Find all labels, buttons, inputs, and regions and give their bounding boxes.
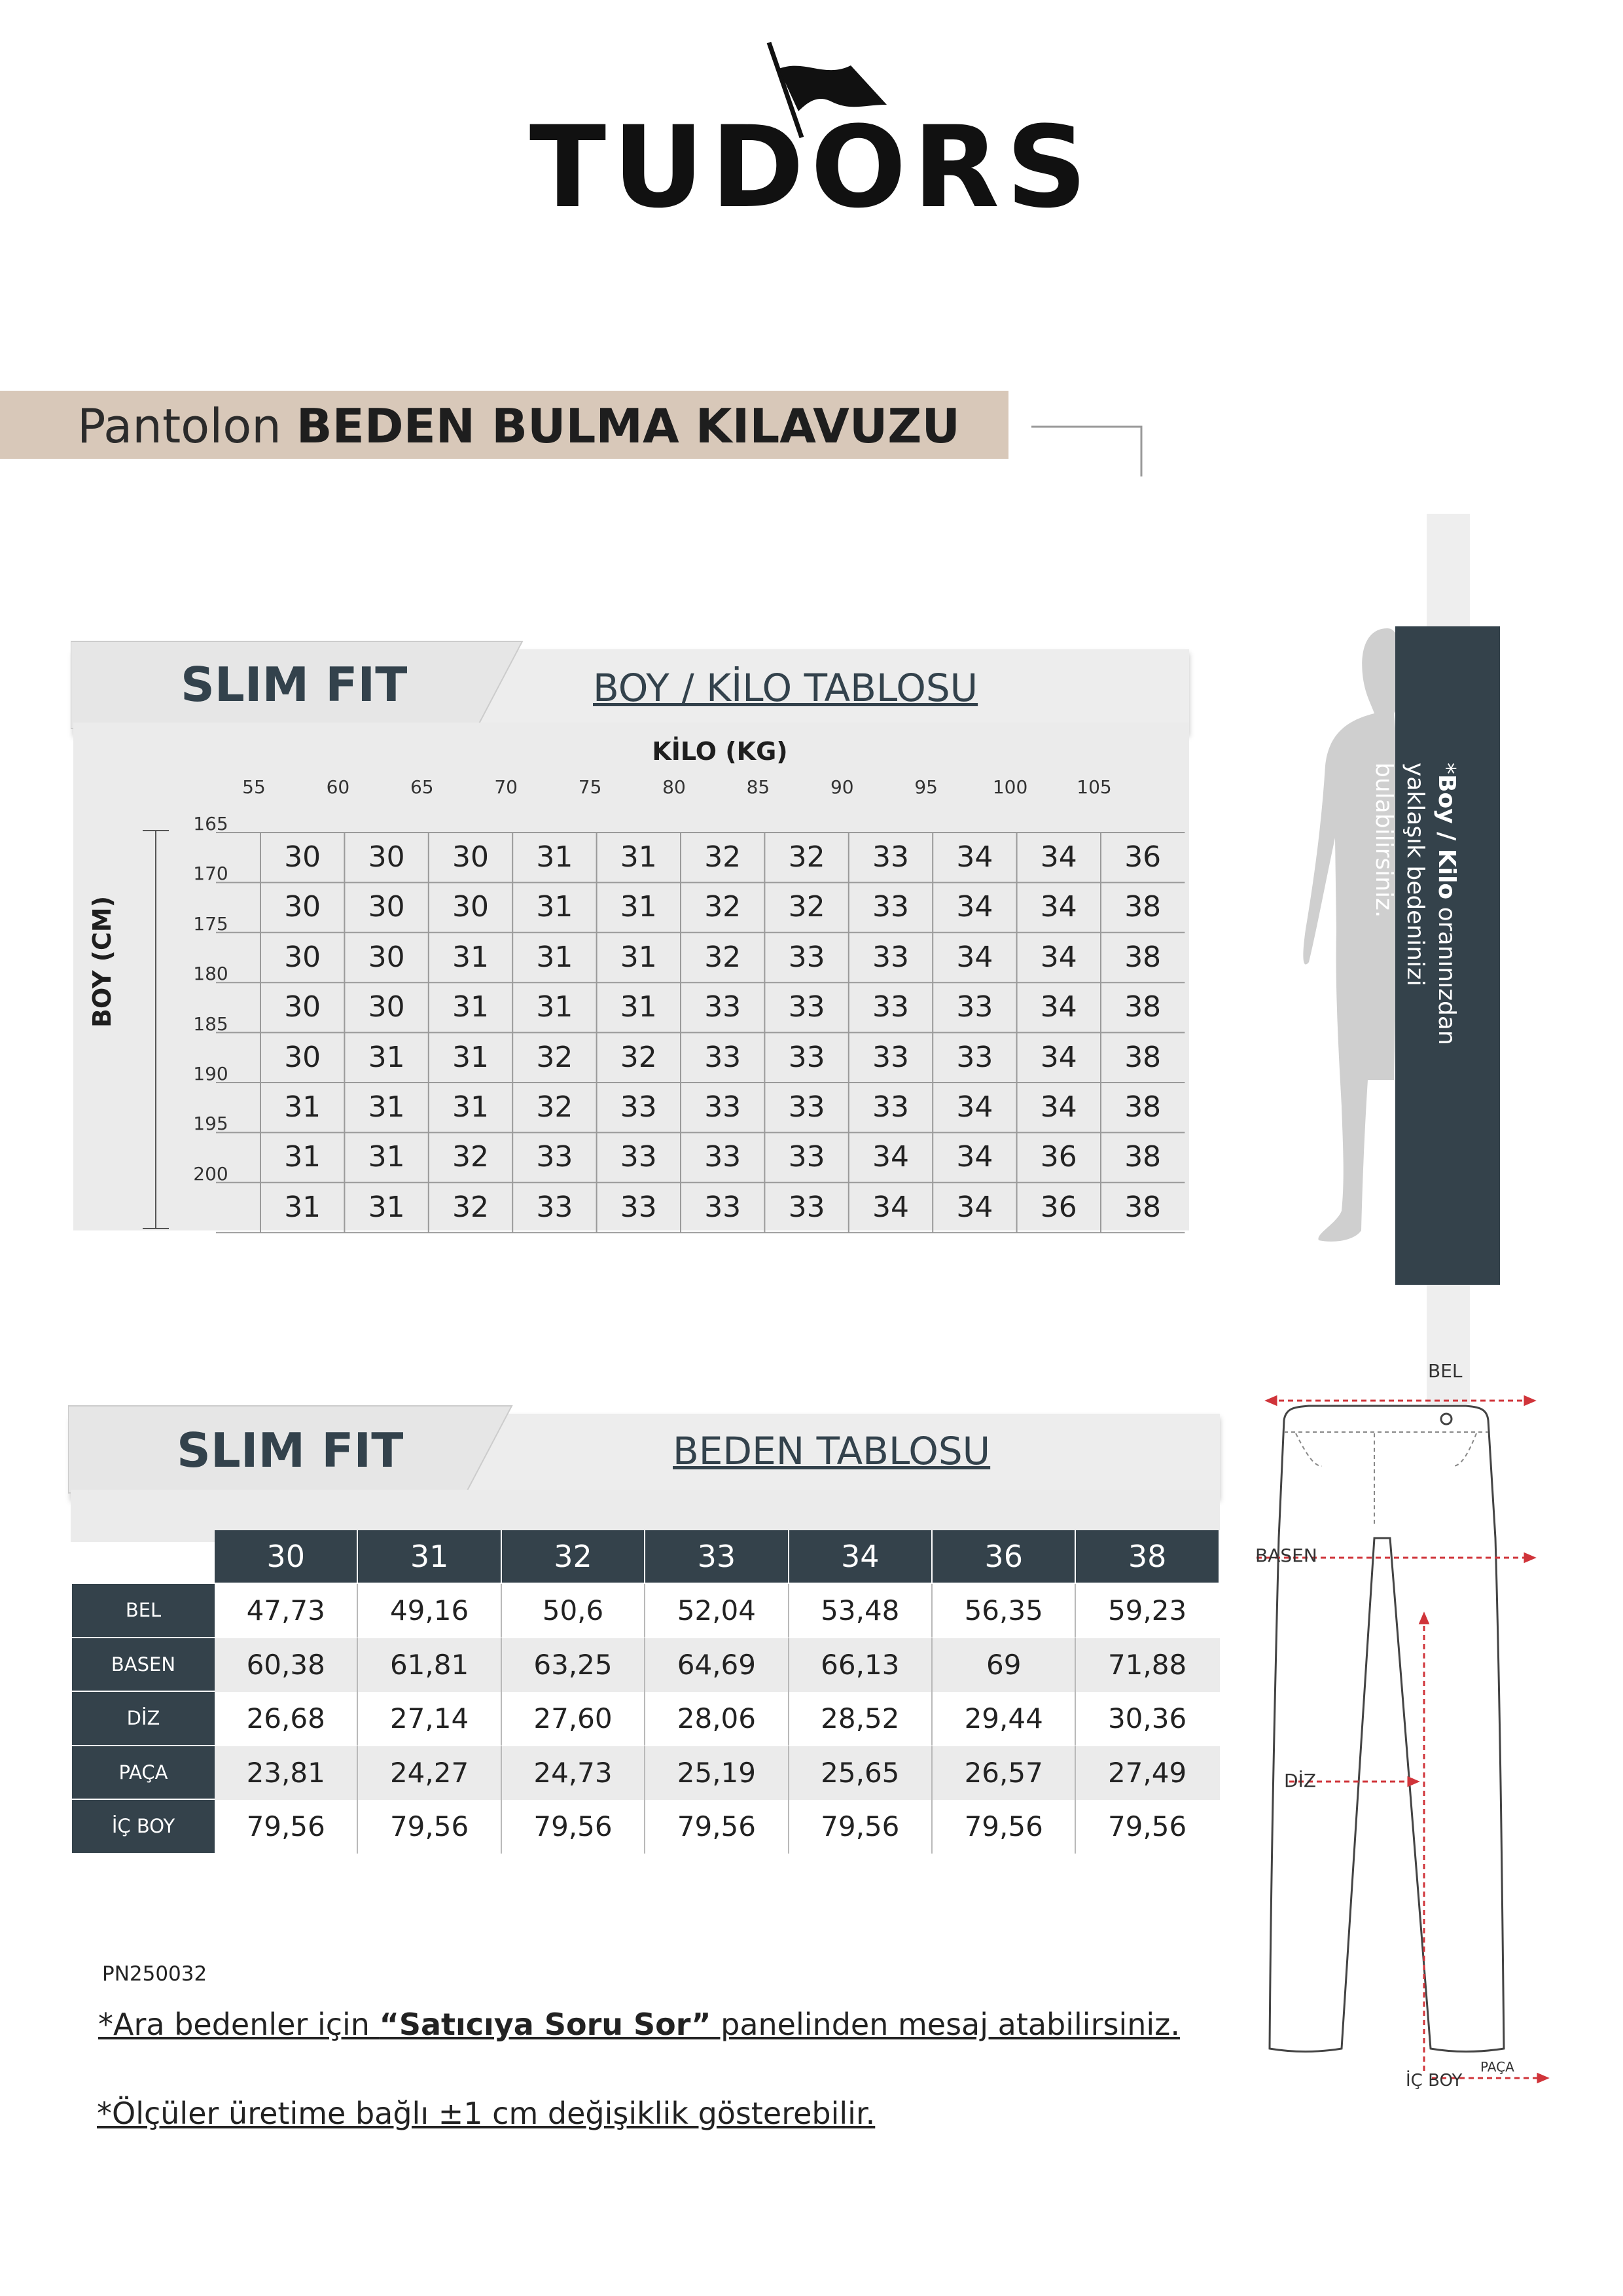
size-value-cell: 71,88	[1107, 1648, 1187, 1681]
size-cell: 33	[620, 1190, 657, 1224]
size-cell: 31	[620, 840, 657, 874]
size-cell: 31	[536, 990, 573, 1024]
size-cell: 34	[956, 1090, 993, 1124]
size-value-cell: 60,38	[215, 1638, 358, 1692]
size-cell: 33	[872, 890, 909, 924]
size-cell: 33	[620, 1090, 657, 1124]
info-panel-text: *Boy / Kilo oranınızdan yaklaşık bedeninizi bulabilirsiniz.	[1370, 762, 1460, 1045]
size-cell: 34	[956, 840, 993, 874]
size-cell: 32	[536, 1040, 573, 1074]
size-header: 38	[1076, 1530, 1219, 1583]
height-tick: 195	[193, 1113, 228, 1135]
size-header: 31	[358, 1530, 501, 1583]
height-axis-title: BOY (CM)	[88, 895, 116, 1028]
size-value-cell: 29,44	[933, 1692, 1076, 1746]
size-cell: 32	[704, 840, 741, 874]
size-cell: 31	[620, 990, 657, 1024]
size-cell: 33	[788, 1140, 825, 1174]
size-cell: 31	[620, 940, 657, 974]
size-cell: 31	[368, 1040, 405, 1074]
size-cell: 30	[368, 940, 405, 974]
size-cell: 38	[1124, 890, 1162, 924]
size-cell: 33	[536, 1190, 573, 1224]
size-row-label: BASEN	[72, 1638, 215, 1693]
size-cell: 31	[452, 990, 489, 1024]
size-value-cell: 28,06	[645, 1692, 789, 1746]
size-value-cell: 53,48	[789, 1584, 933, 1638]
size-value-cell: 27,14	[358, 1692, 501, 1746]
size-cell: 30	[368, 890, 405, 924]
size-cell: 31	[284, 1090, 321, 1124]
size-value-cell: 24,27	[358, 1746, 501, 1800]
size-cell: 33	[704, 1090, 741, 1124]
weight-tick: 80	[662, 776, 686, 798]
size-value-cell: 79,56	[1107, 1810, 1187, 1842]
size-cell: 33	[788, 940, 825, 974]
size-cell: 33	[788, 1190, 825, 1224]
size-cell: 30	[452, 840, 489, 874]
size-cell: 30	[452, 890, 489, 924]
size-cell: 36	[1040, 1140, 1077, 1174]
size-cell: 33	[788, 1090, 825, 1124]
size-cell: 31	[536, 890, 573, 924]
size-cell: 34	[956, 1140, 993, 1174]
height-tick: 185	[193, 1013, 228, 1035]
size-row-label: DİZ	[72, 1692, 215, 1746]
size-cell: 38	[1124, 990, 1162, 1024]
note-ara-beden: *Ara bedenler için “Satıcıya Soru Sor” panelinden mesaj atabilirsiniz.	[98, 2007, 1180, 2042]
size-value-cell: 23,81	[215, 1746, 358, 1800]
size-header: 36	[933, 1530, 1076, 1583]
size-value-cell: 27,60	[502, 1692, 645, 1746]
size-value-cell: 52,04	[645, 1584, 789, 1638]
size-cell: 33	[704, 1040, 741, 1074]
pants-label-ic-boy: İÇ BOY	[1406, 2071, 1463, 2090]
weight-tick: 90	[830, 776, 854, 798]
size-cell: 33	[872, 990, 909, 1024]
size-cell: 31	[368, 1190, 405, 1224]
size-cell: 31	[620, 890, 657, 924]
section1-fit: SLIM FIT	[181, 657, 408, 712]
brand-logo: TUDORS	[529, 101, 1094, 233]
size-cell: 31	[536, 840, 573, 874]
size-cell: 34	[1040, 940, 1077, 974]
weight-tick: 105	[1077, 776, 1112, 798]
title-bold: BEDEN BULMA KILAVUZU	[296, 399, 960, 454]
section1-name: BOY / KİLO TABLOSU	[593, 666, 978, 710]
size-value-cell: 79,56	[645, 1800, 789, 1854]
size-cell: 30	[368, 990, 405, 1024]
size-cell: 32	[704, 890, 741, 924]
section2-fit: SLIM FIT	[177, 1423, 404, 1478]
size-cell: 33	[872, 1040, 909, 1074]
size-row-label: İÇ BOY	[72, 1800, 215, 1854]
size-value-cell: 56,35	[933, 1584, 1076, 1638]
size-cell: 33	[536, 1140, 573, 1174]
size-cell: 32	[788, 840, 825, 874]
weight-tick: 75	[578, 776, 602, 798]
size-cell: 31	[368, 1140, 405, 1174]
size-cell: 36	[1040, 1190, 1077, 1224]
size-cell: 34	[872, 1190, 909, 1224]
size-cell: 32	[536, 1090, 573, 1124]
size-value-cell: 79,56	[502, 1800, 645, 1854]
size-cell: 33	[620, 1140, 657, 1174]
size-header: 33	[645, 1530, 789, 1583]
product-code: PN250032	[102, 1962, 207, 1986]
size-value-cell: 64,69	[645, 1638, 789, 1692]
height-tick: 200	[193, 1162, 228, 1185]
size-value-cell: 25,65	[789, 1746, 933, 1800]
pants-diagram-icon	[1243, 1368, 1558, 2101]
size-cell: 32	[452, 1190, 489, 1224]
weight-tick: 55	[242, 776, 266, 798]
size-value-cell: 28,52	[789, 1692, 933, 1746]
size-row-label: PAÇA	[72, 1746, 215, 1801]
size-cell: 30	[284, 1040, 321, 1074]
size-header: 32	[502, 1530, 645, 1583]
size-value-cell: 27,49	[1107, 1756, 1187, 1789]
size-cell: 38	[1124, 1090, 1162, 1124]
height-tick: 175	[193, 912, 228, 935]
size-cell: 33	[872, 840, 909, 874]
weight-tick: 60	[326, 776, 350, 798]
size-cell: 38	[1124, 940, 1162, 974]
size-cell: 30	[284, 940, 321, 974]
note-olculer: *Ölçüler üretime bağlı ±1 cm değişiklik gösterebilir.	[97, 2096, 876, 2131]
size-value-cell: 50,6	[502, 1584, 645, 1638]
pants-label-paca: PAÇA	[1480, 2059, 1514, 2075]
size-cell: 32	[452, 1140, 489, 1174]
size-cell: 30	[284, 890, 321, 924]
size-value-cell: 79,56	[358, 1800, 501, 1854]
size-cell: 33	[788, 1040, 825, 1074]
size-cell: 31	[284, 1140, 321, 1174]
size-cell: 33	[704, 1190, 741, 1224]
size-cell: 34	[1040, 840, 1077, 874]
size-cell: 38	[1124, 1040, 1162, 1074]
size-cell: 38	[1124, 1190, 1162, 1224]
size-value-cell: 24,73	[502, 1746, 645, 1800]
size-cell: 33	[704, 1140, 741, 1174]
size-cell: 32	[788, 890, 825, 924]
height-tick: 190	[193, 1063, 228, 1085]
size-value-cell: 63,25	[502, 1638, 645, 1692]
size-header: 34	[789, 1530, 933, 1583]
size-value-cell: 79,56	[789, 1800, 933, 1854]
size-cell: 34	[956, 1190, 993, 1224]
height-tick: 180	[193, 963, 228, 985]
size-value-cell: 26,57	[933, 1746, 1076, 1800]
size-cell: 34	[956, 940, 993, 974]
size-cell: 31	[536, 940, 573, 974]
size-value-cell: 25,19	[645, 1746, 789, 1800]
size-value-cell: 79,56	[215, 1800, 358, 1854]
size-cell: 34	[872, 1140, 909, 1174]
size-cell: 33	[788, 990, 825, 1024]
size-cell: 32	[620, 1040, 657, 1074]
info-panel-bold: Boy / Kilo	[1433, 774, 1460, 900]
size-cell: 36	[1124, 840, 1162, 874]
size-value-cell: 59,23	[1107, 1594, 1187, 1626]
size-cell: 34	[1040, 1040, 1077, 1074]
size-cell: 34	[1040, 890, 1077, 924]
size-cell: 33	[872, 940, 909, 974]
weight-tick: 70	[494, 776, 518, 798]
pants-label-bel: BEL	[1428, 1360, 1463, 1382]
size-cell: 34	[1040, 1090, 1077, 1124]
size-value-cell: 79,56	[933, 1800, 1076, 1854]
height-tick: 165	[193, 813, 228, 834]
size-value-cell: 66,13	[789, 1638, 933, 1692]
size-header: 30	[215, 1530, 358, 1583]
size-cell: 31	[452, 1090, 489, 1124]
size-cell: 30	[284, 840, 321, 874]
weight-tick: 100	[992, 776, 1028, 798]
weight-tick: 65	[410, 776, 434, 798]
size-cell: 33	[956, 1040, 993, 1074]
size-cell: 31	[452, 1040, 489, 1074]
weight-axis-title: KİLO (KG)	[652, 737, 788, 766]
note-bold: “Satıcıya Soru Sor”	[379, 2007, 711, 2042]
size-cell: 31	[284, 1190, 321, 1224]
size-value-cell: 61,81	[358, 1638, 501, 1692]
section2-name: BEDEN TABLOSU	[673, 1429, 991, 1473]
height-tick: 170	[193, 863, 228, 885]
size-cell: 30	[368, 840, 405, 874]
size-cell: 33	[872, 1090, 909, 1124]
size-cell: 34	[1040, 990, 1077, 1024]
size-cell: 34	[956, 890, 993, 924]
size-value-cell: 47,73	[215, 1584, 358, 1638]
weight-tick: 85	[746, 776, 770, 798]
size-cell: 31	[452, 940, 489, 974]
pants-label-basen: BASEN	[1255, 1545, 1317, 1566]
size-cell: 30	[284, 990, 321, 1024]
size-cell: 32	[704, 940, 741, 974]
size-value-cell: 69	[933, 1638, 1076, 1692]
size-cell: 33	[956, 990, 993, 1024]
size-value-cell: 30,36	[1107, 1702, 1187, 1734]
size-value-cell: 26,68	[215, 1692, 358, 1746]
weight-tick: 95	[914, 776, 938, 798]
size-cell: 38	[1124, 1140, 1162, 1174]
pants-label-diz: DİZ	[1284, 1770, 1316, 1791]
title-light: Pantolon	[77, 399, 281, 454]
size-row-label: BEL	[72, 1584, 215, 1638]
size-value-cell: 49,16	[358, 1584, 501, 1638]
size-cell: 33	[704, 990, 741, 1024]
size-cell: 31	[368, 1090, 405, 1124]
